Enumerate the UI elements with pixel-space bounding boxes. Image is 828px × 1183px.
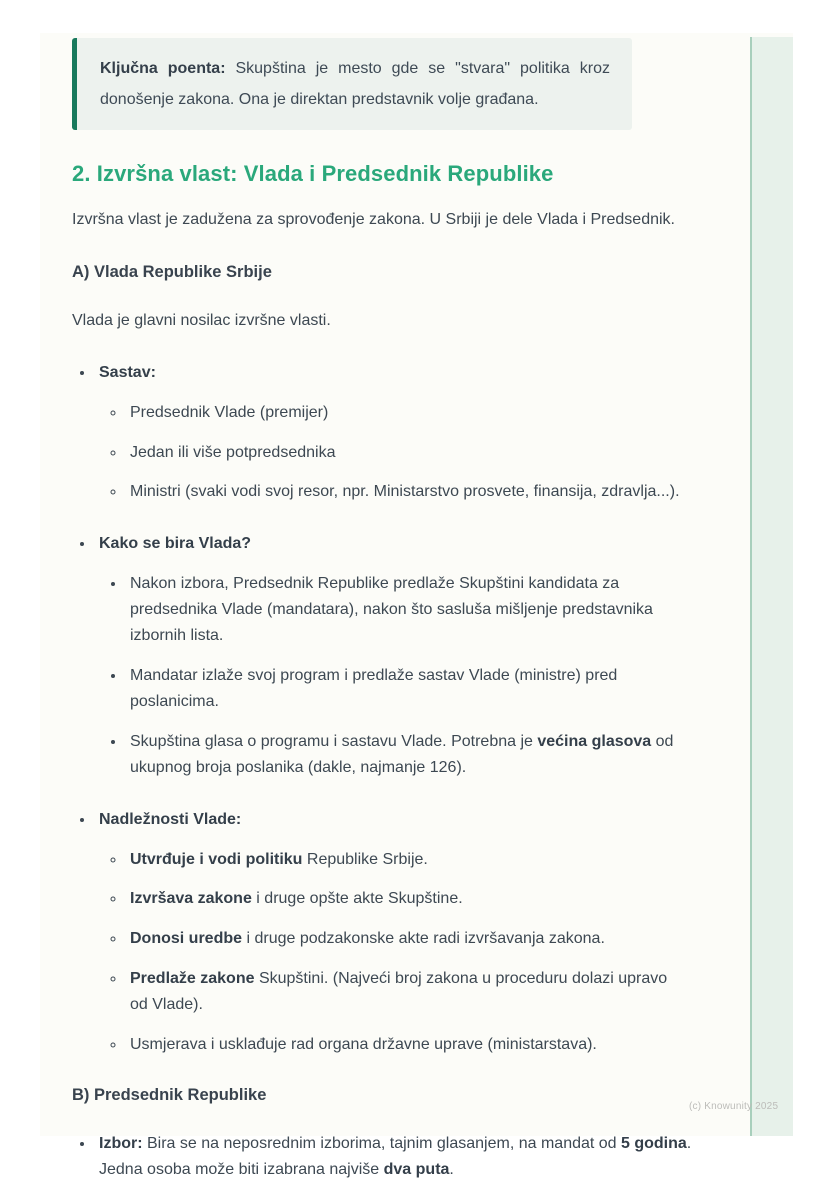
- document-page: [40, 33, 793, 1178]
- list-item: ◦ Donosi uredbe i druge podzakonske akte radi izvršavanja zakona.: [126, 926, 689, 952]
- list-item: ◦ Usmjerava i usklađuje rad organa državne uprave (ministarstava).: [126, 1032, 689, 1058]
- vlada-sastav-list: [72, 360, 712, 506]
- section-intro: Izvršna vlast je zadužena za sprovođenje zakona. U Srbiji je dele Vlada i Predsednik.: [72, 211, 675, 229]
- list-item: • Nakon izbora, Predsednik Republike predlaže Skupštini kandidata za predsednika Vlade (mandatara), nakon što sasluša mišljenje predstavnika izbornih lista.: [126, 571, 689, 649]
- key-point-text: Ključna poenta: Skupština je mesto gde se "stvara" politika kroz donošenje zakona. Ona je direktan predstavnik volje građana.: [100, 60, 611, 109]
- page-edge-accent-bar: [750, 37, 793, 1136]
- vlada-izbor-procedure-list: [72, 531, 712, 780]
- list-item: [95, 360, 712, 506]
- list-item: [95, 531, 712, 780]
- predsednik-izbor-list: [72, 1131, 712, 1183]
- list-item: • Mandatar izlaže svoj program i predlaže sastav Vlade (ministre) pred poslanicima.: [126, 663, 689, 715]
- sastav-sublist: [99, 400, 689, 506]
- kako-sublist: [99, 571, 689, 780]
- list-item: • Skupština glasa o programu i sastavu Vlade. Potrebna je većina glasova od ukupnog broja poslanika (dakle, najmanje 126).: [126, 729, 689, 781]
- page-content: [72, 38, 723, 1183]
- subsection-a-title: A) Vlada Republike Srbije: [72, 263, 272, 282]
- key-point-callout: [72, 38, 632, 130]
- list-item-label: Nadležnosti Vlade:: [99, 810, 242, 828]
- list-item: ◦ Jedan ili više potpredsednika: [126, 440, 689, 466]
- copyright-watermark: (c) Knowunity 2025: [689, 1101, 779, 1112]
- vlada-nadleznosti-list: [72, 807, 712, 1058]
- nadleznosti-sublist: [99, 847, 689, 1058]
- list-item-label: Sastav:: [99, 363, 156, 381]
- list-item: ◦ Predsednik Vlade (premijer): [126, 400, 689, 426]
- subsection-b-title: B) Predsednik Republike: [72, 1085, 267, 1104]
- section-heading: 2. Izvršna vlast: Vlada i Predsednik Republike: [72, 161, 554, 187]
- list-item-label: Kako se bira Vlada?: [99, 535, 252, 553]
- list-item: ◦ Utvrđuje i vodi politiku Republike Srbije.: [126, 847, 689, 873]
- list-item: [95, 807, 712, 1058]
- list-item: ◦ Izvršava zakone i druge opšte akte Skupštine.: [126, 886, 689, 912]
- list-item: • Izbor: Bira se na neposrednim izborima, tajnim glasanjem, na mandat od 5 godina. Jedna osoba može biti izabrana najviše dva puta.: [95, 1131, 712, 1183]
- list-item: ◦ Ministri (svaki vodi svoj resor, npr. Ministarstvo prosvete, finansija, zdravlja...).: [126, 479, 689, 505]
- subsection-a-lead: Vlada je glavni nosilac izvršne vlasti.: [72, 312, 331, 330]
- list-item: ◦ Predlaže zakone Skupštini. (Najveći broj zakona u proceduru dolazi upravo od Vlade).: [126, 966, 689, 1018]
